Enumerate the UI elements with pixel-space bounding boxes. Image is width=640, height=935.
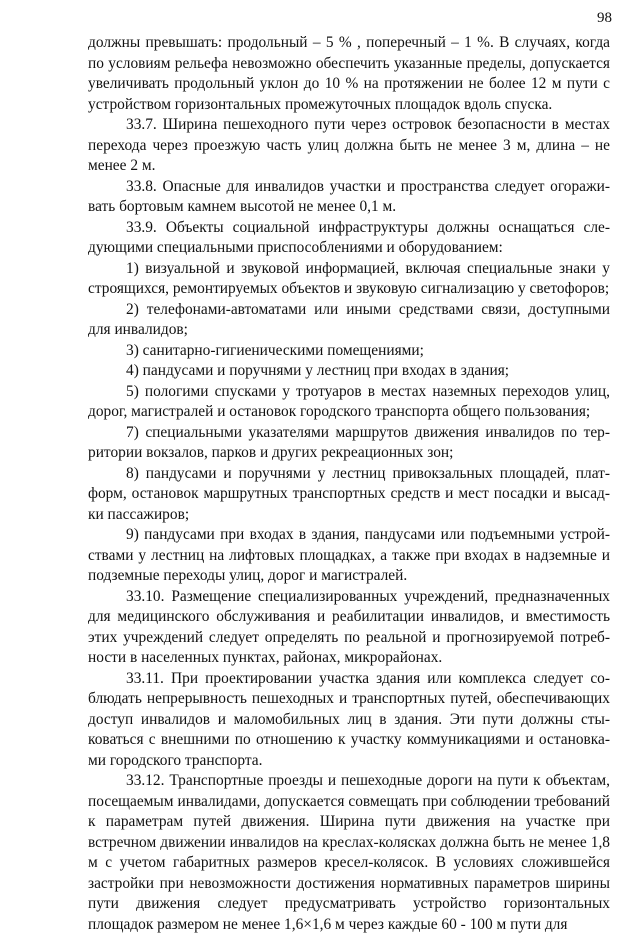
page-body	[88, 33, 610, 935]
paragraph-33-9: 33.9. Объекты социальной инфраструктуры должны оснащаться следующими специальными приспособлениями и оборудованием:	[88, 218, 610, 256]
paragraph-33-10: 33.10. Размещение специализированных учреждений, предназначенных для медицинского обслуживания и реабилитации инвалидов, и вместимость этих учреждений следует определять по реальной и прогнозируемой потребности в населенных пунктах, районах, микрорайонах.	[88, 587, 610, 666]
paragraph-33-7: 33.7. Ширина пешеходного пути через островок безопасности в местах перехода через проезжую часть улиц должна быть не менее 3 м, длина – не менее 2 м.	[88, 116, 610, 174]
list-item-5: 5) пологими спусками у тротуаров в местах наземных переходов улиц, дорог, магистралей и остановок городского транспорта общего пользования;	[88, 382, 610, 420]
page-number: 98	[597, 10, 612, 26]
list-item-9: 9) пандусами при входах в здания, пандусами или подъемными устройствами у лестниц на лифтовых площадках, а также при входах в надземные и подземные переходы улиц, дорог и магистралей.	[88, 526, 610, 584]
list-item-7: 7) специальными указателями маршрутов движения инвалидов по территории вокзалов, парков и других рекреационных зон;	[88, 423, 610, 461]
paragraph-33-12: 33.12. Транспортные проезды и пешеходные дороги на пути к объектам, посещаемым инвалидами, допускается совмещать при соблюдении требований к параметрам путей движения. Ширина пути движения на участке при встречном движении инвалидов на креслах-колясках должна быть не менее 1,8 м с учетом габаритных размеров кресел-колясок. В условиях сложившейся застройки при невозможности достижения нормативных параметров ширины пути движения следует предусматривать устройство горизонтальных площадок размером не менее 1,6×1,6 м через каждые 60 - 100 м пути для	[88, 772, 610, 933]
paragraph-33-8: 33.8. Опасные для инвалидов участки и пространства следует огораживать бортовым камнем высотой не менее 0,1 м.	[88, 177, 610, 215]
list-item-3: 3) санитарно-гигиеническими помещениями;	[126, 341, 424, 359]
list-item-4: 4) пандусами и поручнями у лестниц при входах в здания;	[126, 362, 510, 379]
paragraph-33-11: 33.11. При проектировании участка здания или комплекса следует соблюдать непрерывность пешеходных и транспортных путей, обеспечивающих доступ инвалидов и маломобильных лиц в здания. Эти пути должны стыковаться с внешними по отношению к участку коммуникациями и остановками городского транспорта.	[88, 669, 610, 769]
list-item-8: 8) пандусами и поручнями у лестниц привокзальных площадей, платформ, остановок маршрутных транспортных средств и мест посадки и высадки пассажиров;	[88, 464, 610, 523]
list-item-1: 1) визуальной и звуковой информацией, включая специальные знаки у строящихся, ремонтируемых объектов и звуковую сигнализацию у светофоров;	[88, 259, 610, 297]
paragraph-continuation: должны превышать: продольный – 5 % , поперечный – 1 %. В случаях, когда по условиям рельефа невозможно обеспечить указанные пределы, допускается увеличивать продольный уклон до 10 % на протяжении не более 12 м пути с устройством горизонтальных промежуточных площадок вдоль спуска.	[88, 34, 610, 113]
list-item-2: 2) телефонами-автоматами или иными средствами связи, доступными для инвалидов;	[88, 300, 610, 338]
